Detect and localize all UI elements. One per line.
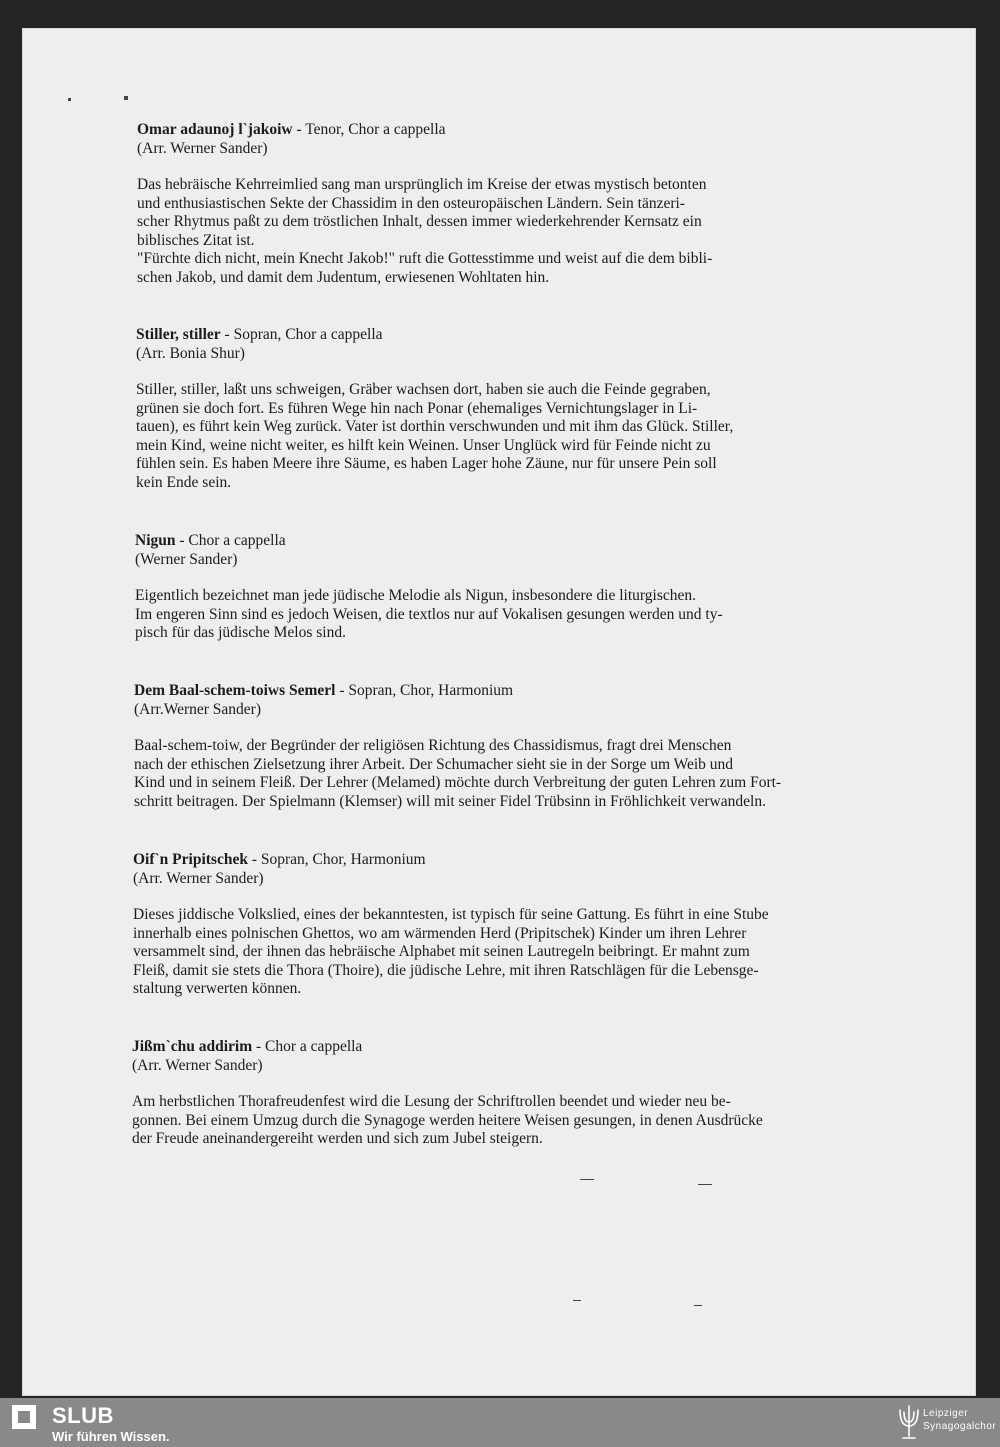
body-line: mein Kind, weine nicht weiter, es hilft kein Weinen. Unser Unglück wird für Feinde nicht zu	[136, 436, 711, 454]
section-subtitle: - Chor a cappella	[175, 532, 286, 549]
partner-name	[923, 1407, 996, 1433]
body-line: Am herbstlichen Thorafreudenfest wird die Lesung der Schriftrollen beendet und wieder neu be-	[132, 1093, 731, 1110]
body-line: Stiller, stiller, laßt uns schweigen, Gräber wachsen dort, haben sie auch die Feinde gegraben,	[136, 381, 711, 398]
body-line: innerhalb eines polnischen Ghettos, wo am wärmenden Herd (Pripitschek) Kinder um ihren Lehrer	[133, 924, 747, 942]
section-arranger: (Arr. Bonia Shur)	[136, 345, 245, 362]
body-line: schen Jakob, und damit dem Judentum, erwiesenen Wohltaten hin.	[137, 268, 550, 286]
section-heading	[137, 120, 857, 139]
body-line: versammelt sind, der ihnen das hebräische Alphabet mit seinen Lautregeln beibringt. Er mahnt zum	[133, 943, 750, 960]
body-line: "Fürchte dich nicht, mein Knecht Jakob!" ruft die Gottesstimme und weist auf die dem bibli-	[137, 250, 713, 267]
section-oifn-pripitschek	[133, 850, 853, 999]
section-title: Oif`n Pripitschek	[133, 851, 248, 868]
section-body	[134, 737, 854, 811]
section-heading	[136, 325, 856, 344]
section-body	[135, 587, 855, 643]
section-body	[132, 1093, 852, 1149]
footer-bar	[0, 1398, 1000, 1447]
section-title: Nigun	[135, 532, 176, 549]
section-subtitle: - Chor a cappella	[252, 1038, 363, 1055]
section-arranger: (Arr.Werner Sander)	[134, 701, 261, 718]
section-baal-schem-toiws-semerl	[134, 681, 854, 811]
body-line: Baal-schem-toiw, der Begründer der religiösen Richtung des Chassidismus, fragt drei Menschen	[134, 737, 732, 754]
scan-mark	[580, 1179, 594, 1180]
section-nigun	[135, 531, 855, 643]
section-heading	[135, 531, 855, 550]
body-line: Im engeren Sinn sind es jedoch Weisen, die textlos nur auf Vokalisen gesungen werden und ty-	[135, 605, 723, 623]
section-title: Stiller, stiller	[136, 326, 221, 343]
section-title: Omar adaunoj l`jakoiw	[137, 121, 293, 138]
body-line: tauen), es führt kein Weg zurück. Vater ist dorthin verschwunden und mit ihm das Glück. Stiller,	[136, 418, 734, 435]
body-line: kein Ende sein.	[136, 473, 232, 491]
section-subtitle: - Tenor, Chor a cappella	[292, 121, 446, 138]
section-arranger: (Arr. Werner Sander)	[137, 140, 268, 157]
body-line: und enthusiastischen Sekte der Chassidim in den osteuropäischen Ländern. Sein tänzeri-	[137, 194, 685, 212]
section-body	[136, 381, 856, 492]
body-line: Kind und in seinem Fleiß. Der Lehrer (Melamed) möchte durch Verbreitung der guten Lehren zum Fort-	[134, 774, 782, 791]
section-arranger: (Arr. Werner Sander)	[132, 1057, 263, 1074]
body-line: Eigentlich bezeichnet man jede jüdische Melodie als Nigun, insbesondere die liturgischen.	[135, 587, 696, 604]
section-body	[133, 906, 853, 999]
body-line: Fleiß, damit sie stets die Thora (Thoire), die jüdische Lehre, mit ihren Ratschlägen für die Lebensge-	[133, 961, 759, 979]
body-line: biblisches Zitat ist.	[137, 231, 255, 249]
section-title: Jißm`chu addirim	[132, 1038, 253, 1055]
section-arranger: (Werner Sander)	[135, 551, 238, 568]
section-omar-adaunoj	[137, 120, 857, 287]
scan-mark	[573, 1300, 581, 1301]
slub-logo-icon	[12, 1405, 36, 1429]
body-line: staltung verwerten können.	[133, 980, 302, 997]
section-heading	[132, 1037, 852, 1056]
body-line: nach der ethischen Zielsetzung ihrer Arbeit. Der Schumacher sieht sie in der Sorge um Weib und	[134, 755, 734, 773]
section-title: Dem Baal-schem-toiws Semerl	[134, 682, 336, 699]
section-heading	[133, 850, 853, 869]
body-line: schritt beitragen. Der Spielmann (Klemser) will mit seiner Fidel Trübsinn in Fröhlichkeit verwandeln.	[134, 792, 766, 810]
section-body	[137, 176, 857, 287]
scan-mark	[124, 96, 128, 100]
body-line: gonnen. Bei einem Umzug durch die Synagoge werden heitere Weisen gesungen, in denen Ausdrücke	[132, 1111, 763, 1129]
body-line: Dieses jiddische Volkslied, eines der bekanntesten, ist typisch für seine Gattung. Es führt in eine Stube	[133, 906, 769, 923]
footer-brand: SLUB	[52, 1403, 114, 1428]
body-line: grünen sie doch fort. Es führen Wege hin nach Ponar (ehemaliges Vernichtungslager in Li-	[136, 399, 698, 417]
body-line: Das hebräische Kehrreimlied sang man ursprünglich im Kreise der etwas mystisch betonten	[137, 176, 707, 193]
body-line: der Freude aneinandergereiht werden und sich zum Jubel steigern.	[132, 1130, 543, 1147]
body-line: scher Rhytmus paßt zu dem tröstlichen Inhalt, dessen immer wiederkehrender Kernsatz ein	[137, 213, 702, 230]
section-subtitle: - Sopran, Chor a cappella	[220, 326, 383, 343]
scan-mark	[698, 1184, 712, 1185]
section-jissmchu-addirim	[132, 1037, 852, 1149]
partner-line-1: Leipziger	[923, 1408, 969, 1419]
body-line: fühlen sein. Es haben Meere ihre Säume, es haben Lager hohe Zäune, nur für unsere Pein soll	[136, 455, 717, 472]
menorah-icon	[896, 1402, 922, 1442]
scan-mark	[694, 1305, 702, 1306]
section-stiller-stiller	[136, 325, 856, 492]
body-line: pisch für das jüdische Melos sind.	[135, 624, 346, 641]
partner-line-2: Synagogalchor	[923, 1421, 997, 1432]
scan-mark	[68, 98, 71, 101]
section-arranger: (Arr. Werner Sander)	[133, 870, 264, 887]
footer-tagline: Wir führen Wissen.	[52, 1429, 170, 1444]
section-subtitle: - Sopran, Chor, Harmonium	[335, 682, 514, 699]
section-subtitle: - Sopran, Chor, Harmonium	[247, 851, 426, 868]
section-heading	[134, 681, 854, 700]
document-page	[22, 28, 976, 1396]
